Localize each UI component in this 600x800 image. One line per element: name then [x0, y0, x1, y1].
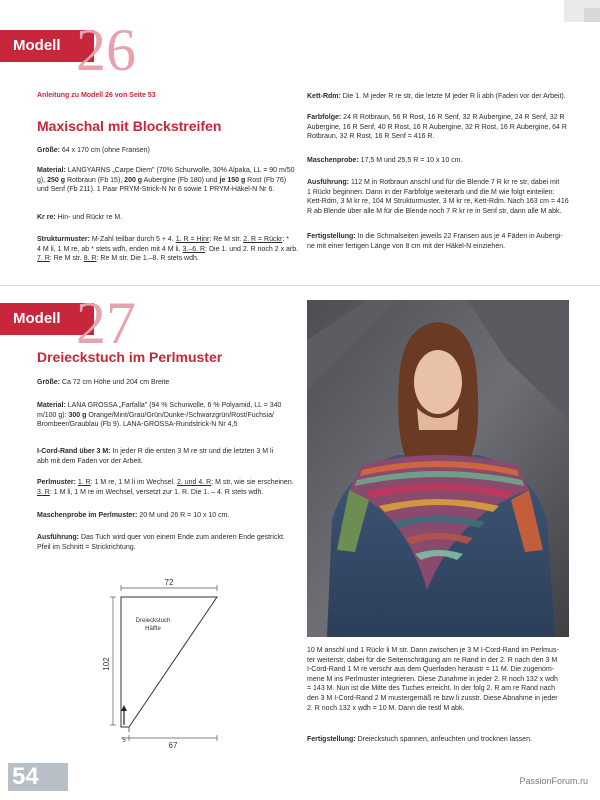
dimension-small-label: 5	[122, 738, 126, 744]
modell-27-number: 27	[76, 290, 136, 356]
triangle-outline	[121, 597, 217, 727]
modell-26-title: Maxischal mit Blockstreifen	[37, 118, 222, 134]
section-divider	[0, 285, 600, 286]
page-corner-decoration-inner	[584, 8, 600, 22]
modell-26-farbfolge: Farbfolge: 24 R Rotbraun, 56 R Rost, 16 R Senf, 32 R Aubergine, 24 R Senf, 32 R Aubergine, 16 R Senf, 40 R Rost, 16 R Aubergine, 32 R Rost, 16 R Aubergine, 64 R Rotbraun, 32 R Rost, 16 R Senf = 416 R.	[307, 114, 567, 141]
dimension-bottom-label: 67	[168, 741, 178, 750]
dimension-top-label: 72	[164, 578, 174, 587]
modell-26-label: Modell	[13, 37, 61, 54]
diagram-label-line-2: Hälfte	[145, 626, 161, 632]
triangle-schematic	[95, 570, 255, 750]
model-photo	[307, 300, 569, 637]
modell-26-strukturmuster: Strukturmuster: M-Zahl teilbar durch 5 + 4. 1. R = Hinr: Re M str. 2. R = Rückr: * 4 M li, 1 M re, ab * stets wdh, enden mit 4 M li. 3.–6. R: Die 1. und 2. R noch 2 x arb. 7. R: Re M str. 8. R: Re M str. Die 1.–8. R stets wdh.	[37, 236, 299, 263]
modell-26-fertigstellung: Fertigstellung: In die Schmalseiten jeweils 22 Fransen aus je 4 Fäden in Aubergi- ne mit einer fertigen Länge von 8 cm mit der Häkel-N einziehen.	[307, 233, 563, 250]
modell-26-reference: Anleitung zu Modell 26 von Seite 53	[37, 92, 156, 99]
watermark: PassionForum.ru	[519, 776, 588, 786]
modell-26-ausfuehrung: Ausführung: 112 M in Rotbraun anschl und für die Blende 7 R kr re str, dabei mit 1 Rückr beginnen. Dann in der Farbfolge weiterarb und die M wie folgt einteilen: Kett-Rdm, 3 M kr re, 104 M Strukturmuster, 3 M kr re, Kett-Rdm. Nach 163 cm = 416 R ab Blende über alle M für die Blende noch 7 R kr re in Senf str, dann alle M abk.	[307, 179, 569, 215]
modell-27-icord-rand: I-Cord-Rand über 3 M: In jeder R die ersten 3 M re str und die letzten 3 M li abh mit dem Faden vor der Arbeit.	[37, 448, 274, 465]
modell-26-maschenprobe: Maschenprobe: 17,5 M und 25,5 R = 10 x 10 cm.	[307, 157, 463, 164]
modell-27-fertigstellung: Fertigstellung: Dreieckstuch spannen, anfeuchten und trocknen lassen.	[307, 736, 532, 743]
modell-27-groesse: Größe: Ca 72 cm Höhe und 204 cm Breite	[37, 379, 170, 386]
modell-26-kraus: Kr re: Hin- und Rückr re M.	[37, 214, 123, 221]
modell-26-kett-rand: Kett-Rdm: Die 1. M jeder R re str, die letzte M jeder R li abh (Faden vor der Arbeit).	[307, 93, 566, 100]
modell-27-ausfuehrung-fortsetzung: 10 M anschl und 1 Rückr li M str. Dann zwischen je 3 M I-Cord-Rand im Perlmus- ter weiterstr, dabei für die Seitenschrägung am re Rand in der 2. R nach den 3 M I-Cord-Rand 1 M re verschr aus dem Querfaden heraustr = 11 M. Die zugenom- mene M ins Perlmuster integrieren. Diese Zunahme in jeder 2. R noch 132 x wdh = 143 M. Nun ist die Mitte des Tuches erreicht. In der folg 2. R am re Rand nach den 3 M I-Cord-Rand 2 M mustergemäß re bzw li zusstr. Diese Abnahme in jeder 2. R noch 132 x wdh = 10 M. Dann die restl M abk.	[307, 647, 559, 712]
modell-27-perlmuster: Perlmuster: 1. R: 1 M re, 1 M li im Wechsel. 2. und 4. R: M str, wie sie erscheinen. 3. R: 1 M li, 1 M re im Wechsel, versetzt zur 1. R. Die 1. – 4. R stets wdh.	[37, 479, 294, 496]
modell-27-ausfuehrung: Ausführung: Das Tuch wird quer von einem Ende zum anderen Ende gestrickt. Pfeil im Schnitt = Strickrichtung.	[37, 534, 285, 551]
modell-26-number: 26	[76, 17, 136, 83]
modell-26-groesse: Größe: 64 x 170 cm (ohne Fransen)	[37, 147, 150, 154]
modell-27-title: Dreieckstuch im Perlmuster	[37, 349, 223, 365]
dimension-height-label: 102	[102, 657, 111, 671]
diagram-label-line-1: Dreieckstuch	[135, 618, 171, 624]
modell-26-material: Material: LANGYARNS „Carpe Diem" (70% Schurwolle, 30% Alpaka, LL = 90 m/50 g), 250 g Rotbraun (Fb 15), 200 g Aubergine (Fb 180) und je 150 g Rost (Fb 76) und Senf (Fb 211). 1 Paar PRYM-Strick-N Nr 6 sowie 1 PRYM-Häkel-N Nr 6.	[37, 167, 295, 194]
page-number: 54	[8, 763, 68, 791]
model-photo-illustration	[307, 300, 569, 637]
modell-27-label: Modell	[13, 310, 61, 327]
modell-27-maschenprobe: Maschenprobe im Perlmuster: 20 M und 26 R = 10 x 10 cm.	[37, 512, 230, 519]
modell-27-material: Material: LANA GROSSA „Farfalla" (94 % Schurwolle, 6 % Polyamid, LL = 340 m/100 g): 300 g Orange/Mint/Grau/Grün/Dunke-/Schwarzgrün/Rost/Fuchsia/ Brombeer/Graublau (Fb 9). LANA-GROSSA-Rundstrick-N Nr 4,5	[37, 402, 282, 429]
